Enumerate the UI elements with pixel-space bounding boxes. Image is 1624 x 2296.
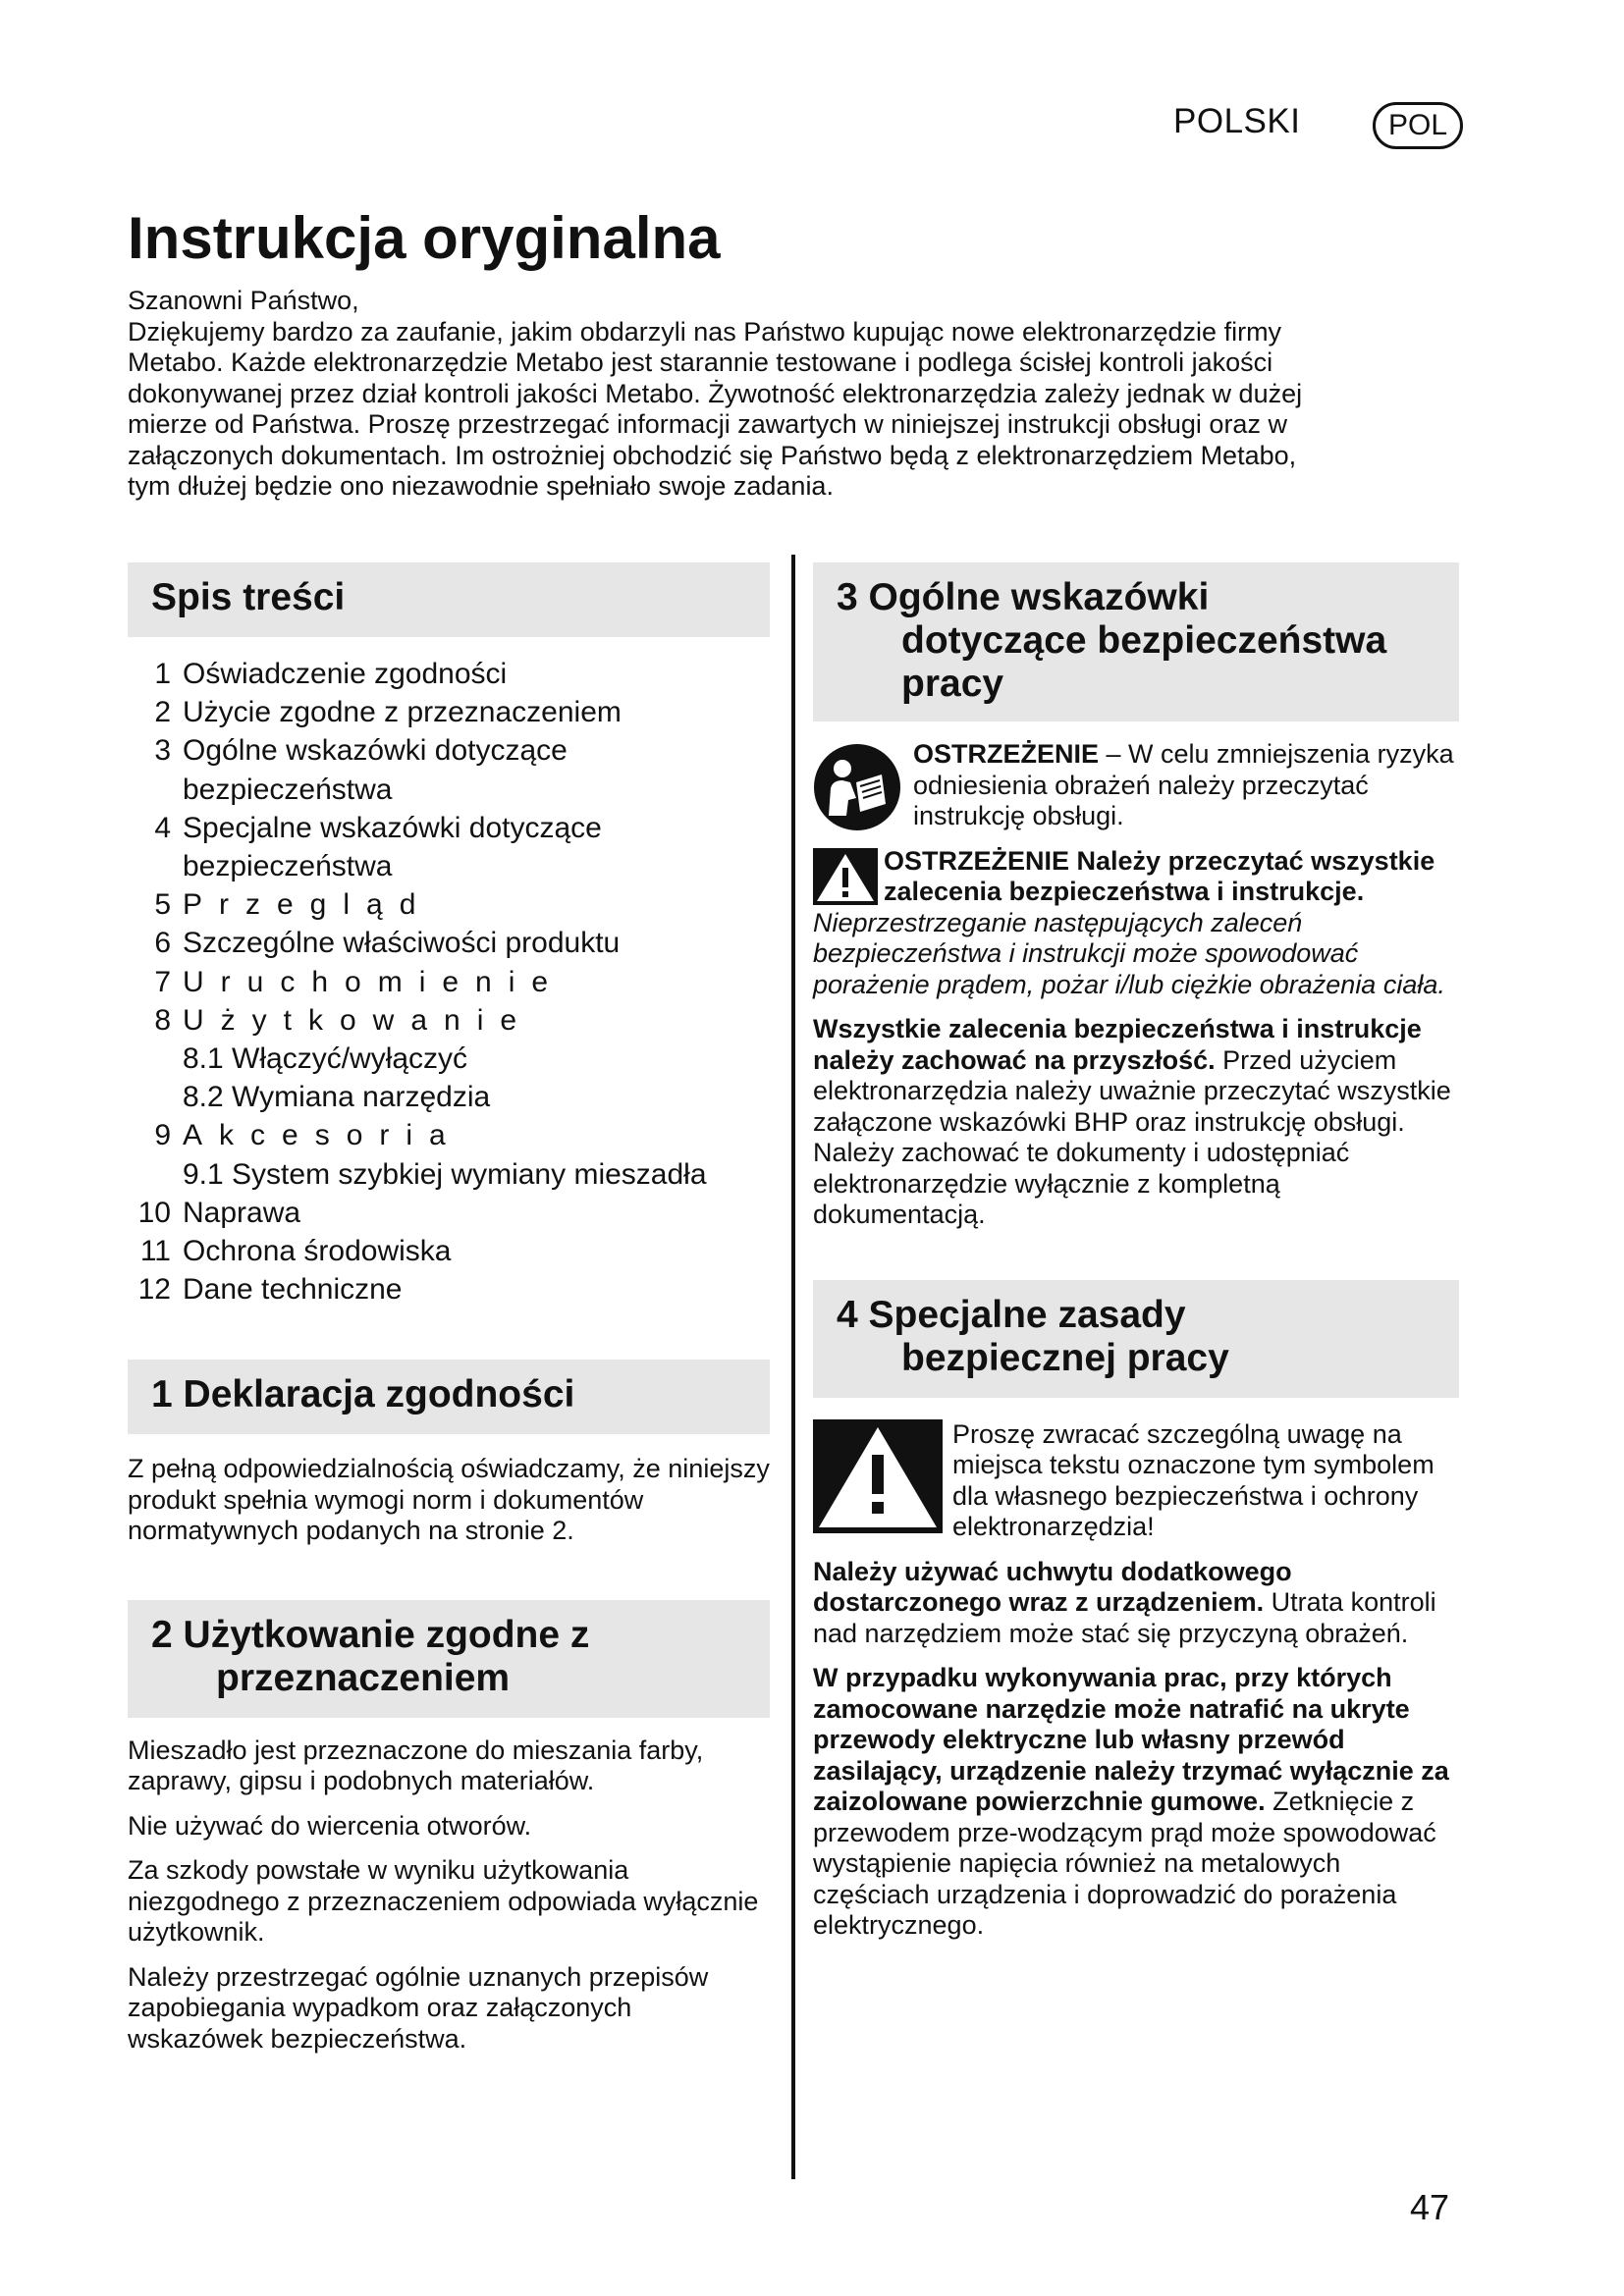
warning-triangle-icon	[813, 848, 878, 905]
intro-line: dokonywanej przez dział kontroli jakości Metabo. Żywotność elektronarzędzia zależy jednak w dużej	[128, 378, 1303, 408]
toc-item[interactable]: 7 Uruchomienie	[154, 965, 566, 998]
section-2-heading: 2 Użytkowanie zgodne z przeznaczeniem	[128, 1600, 770, 1718]
page-title: Instrukcja oryginalna	[128, 205, 721, 271]
toc-subitem[interactable]: 8.1 Włączyć/wyłączyć	[183, 1042, 468, 1076]
general-warning: OSTRZEŻENIE Należy przeczytać wszystkie zalecenia bezpieczeństwa i instrukcje. Nieprzestrzeganie następujących zaleceń bezpieczeństwa i instrukcji może spowodować porażenie prądem, pożar i/lub ciężkie obrażenia ciała.	[813, 845, 1445, 999]
section-4-paragraph: W przypadku wykonywania prac, przy których zamocowane narzędzie może natrafić na ukryte przewody elektryczne lub własny przewód zasilający, urządzenie należy trzymać wyłącznie za zaizolowane powierzchnie gumowe. Zetknięcie z przewodem prze-wodzącym prąd może spowodować wystąpienie napięcia również na metalowych częściach urządzenia i doprowadzić do porażenia elektrycznego.	[813, 1663, 1449, 1940]
read-manual-warning: OSTRZEŻENIE – W celu zmniejszenia ryzyka odniesienia obrażeń należy przeczytać instrukcję obsługi.	[813, 739, 1459, 832]
intro-line: Dziękujemy bardzo za zaufanie, jakim obdarzyli nas Państwo kupując nowe elektronarzędzie firmy	[128, 316, 1282, 347]
left-column	[128, 562, 770, 2068]
section-2-paragraph: Za szkody powstałe w wyniku użytkowania niezgodnego z przeznaczeniem odpowiada wyłącznie użytkownik.	[128, 1855, 759, 1948]
section-2-body	[128, 1735, 770, 2056]
toc-item[interactable]: 6 Szczególne właściwości produktu	[154, 927, 621, 960]
toc-subitem[interactable]: 9.1 System szybkiej wymiany mieszadła	[183, 1157, 707, 1191]
language-label: POLSKI	[1173, 102, 1301, 140]
intro-line: załączonych dokumentach. Im ostrożniej obchodzić się Państwo będą z elektronarzędziem Metabo,	[128, 440, 1297, 470]
toc-item[interactable]: 11 Ochrona środowiska	[139, 1235, 452, 1268]
section-2-paragraph: Należy przestrzegać ogólnie uznanych przepisów zapobiegania wypadkom oraz załączonych wskazówek bezpieczeństwa.	[128, 1961, 709, 2054]
read-manual-icon	[813, 743, 901, 831]
intro-greeting: Szanowni Państwo,	[128, 286, 359, 315]
section-1-text: Z pełną odpowiedzialnością oświadczamy, że niniejszy produkt spełnia wymogi norm i dokumentów normatywnych podanych na stronie 2.	[128, 1454, 770, 1546]
toc-title: Spis treści	[151, 576, 346, 618]
right-column	[813, 562, 1459, 1955]
section-4-paragraph: Należy używać uchwytu dodatkowego dostarczonego wraz z urządzeniem. Utrata kontroli nad narzędziem może stać się przyczyną obrażeń.	[813, 1556, 1436, 1648]
toc-item[interactable]: 5 Przegląd	[154, 888, 433, 922]
intro-text	[128, 286, 1434, 503]
section-4-body	[813, 1419, 1459, 1942]
page-number: 47	[1410, 2187, 1450, 2227]
toc-item-continuation[interactable]: bezpieczeństwa	[183, 850, 393, 883]
intro-line: Metabo. Każde elektronarzędzie Metabo jest starannie testowane i podlega ścisłej kontroli jakości	[128, 347, 1273, 377]
section-3-heading: 3 Ogólne wskazówki dotyczące bezpieczeństwa pracy	[813, 562, 1459, 721]
warning-triangle-icon	[813, 1419, 943, 1533]
section-2-paragraph: Nie używać do wiercenia otworów.	[128, 1810, 532, 1841]
section-3-body	[813, 739, 1459, 1231]
toc-subitem[interactable]: 8.2 Wymiana narzędzia	[183, 1081, 491, 1114]
section-4-paragraph: Proszę zwracać szczególną uwagę na miejsca tekstu oznaczone tym symbolem dla własnego bezpieczeństwa i ochrony elektronarzędzia!	[813, 1419, 1459, 1543]
toc-item-continuation[interactable]: bezpieczeństwa	[183, 773, 393, 806]
intro-line: mierze od Państwa. Proszę przestrzegać informacji zawartych w niniejszej instrukcji obsługi oraz w	[128, 409, 1287, 439]
section-4-heading: 4 Specjalne zasady bezpiecznej pracy	[813, 1280, 1459, 1398]
table-of-contents	[128, 655, 770, 1308]
section-1-heading: 1 Deklaracja zgodności	[128, 1360, 770, 1434]
toc-item[interactable]: 9 Akcesoria	[154, 1119, 462, 1152]
toc-item[interactable]: 3 Ogólne wskazówki dotyczące	[154, 734, 568, 768]
section-2-paragraph: Mieszadło jest przeznaczone do mieszania farby, zaprawy, gipsu i podobnych materiałów.	[128, 1735, 704, 1796]
section-3-paragraph: Wszystkie zalecenia bezpieczeństwa i instrukcje należy zachować na przyszłość. Przed użyciem elektronarzędzia należy uważnie przeczytać wszystkie załączone wskazówki BHP oraz instrukcję obsługi. Należy zachować te dokumenty i udostępniać elektronarzędzie wyłącznie z kompletną dokumentacją.	[813, 1014, 1451, 1229]
toc-item[interactable]: 1 Oświadczenie zgodności	[154, 658, 508, 690]
column-divider	[791, 555, 795, 2179]
toc-item[interactable]: 2 Użycie zgodne z przeznaczeniem	[154, 696, 622, 729]
toc-item[interactable]: 10 Naprawa	[137, 1196, 301, 1229]
section-1-body	[128, 1454, 770, 1547]
intro-line: tym dłużej będzie ono niezawodnie spełniało swoje zadania.	[128, 471, 834, 501]
language-badge: POL	[1373, 102, 1463, 149]
toc-heading	[128, 562, 770, 637]
toc-item[interactable]: 8 Użytkowanie	[154, 1003, 534, 1037]
toc-item[interactable]: 4 Specjalne wskazówki dotyczące	[154, 811, 602, 844]
toc-item[interactable]: 12 Dane techniczne	[137, 1273, 403, 1307]
